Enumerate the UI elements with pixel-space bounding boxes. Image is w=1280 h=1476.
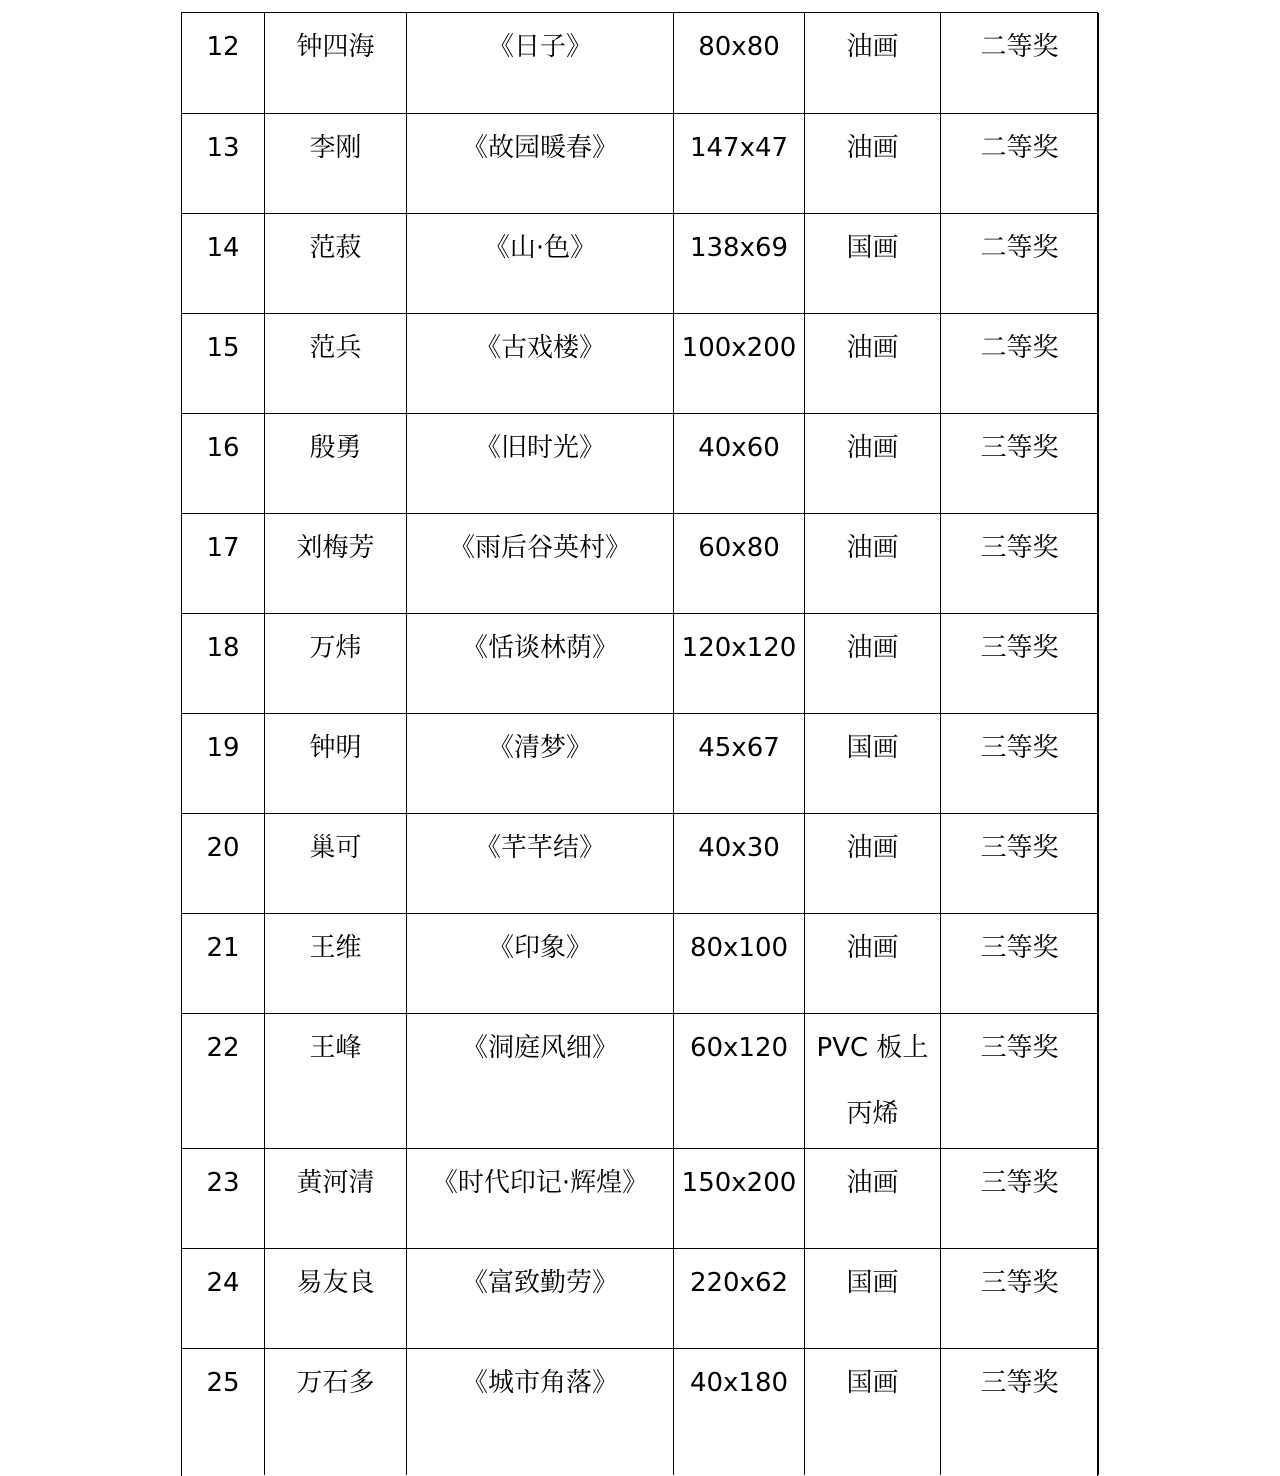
cell-size: 220x62 xyxy=(674,1248,805,1348)
cell-medium: 油画 xyxy=(805,13,941,113)
table-row xyxy=(182,813,1099,913)
table-row xyxy=(182,213,1099,313)
cell-medium: 油画 xyxy=(805,1148,941,1248)
cell-award: 三等奖 xyxy=(941,513,1099,613)
cell-artist: 黄河清 xyxy=(265,1148,407,1248)
cell-title: 《富致勤劳》 xyxy=(407,1248,674,1348)
awards-table-container xyxy=(181,12,1098,1476)
cell-number: 12 xyxy=(182,13,265,113)
cell-award: 三等奖 xyxy=(941,813,1099,913)
cell-size: 40x180 xyxy=(674,1348,805,1475)
cell-award: 三等奖 xyxy=(941,913,1099,1013)
cell-number: 24 xyxy=(182,1248,265,1348)
cell-number: 22 xyxy=(182,1013,265,1148)
cell-medium: 油画 xyxy=(805,513,941,613)
cell-award: 二等奖 xyxy=(941,213,1099,313)
table-row xyxy=(182,1248,1099,1348)
cell-number: 16 xyxy=(182,413,265,513)
cell-size: 120x120 xyxy=(674,613,805,713)
cell-award: 三等奖 xyxy=(941,413,1099,513)
cell-award: 二等奖 xyxy=(941,113,1099,213)
cell-size: 40x60 xyxy=(674,413,805,513)
cell-medium: 国画 xyxy=(805,1248,941,1348)
cell-medium-line: PVC 板上 xyxy=(816,1032,929,1063)
cell-size: 80x100 xyxy=(674,913,805,1013)
cell-size: 45x67 xyxy=(674,713,805,813)
cell-medium: 油画 xyxy=(805,413,941,513)
table-row xyxy=(182,1148,1099,1248)
cell-medium: 油画 xyxy=(805,913,941,1013)
cell-artist: 范菽 xyxy=(265,213,407,313)
cell-award: 三等奖 xyxy=(941,1348,1099,1475)
cell-artist: 范兵 xyxy=(265,313,407,413)
cell-medium: 国画 xyxy=(805,1348,941,1475)
cell-award: 三等奖 xyxy=(941,1248,1099,1348)
cell-title: 《日子》 xyxy=(407,13,674,113)
cell-title: 《芊芊结》 xyxy=(407,813,674,913)
cell-medium: 油画 xyxy=(805,813,941,913)
cell-title: 《洞庭风细》 xyxy=(407,1013,674,1148)
cell-artist: 钟四海 xyxy=(265,13,407,113)
cell-award: 三等奖 xyxy=(941,713,1099,813)
cell-title: 《印象》 xyxy=(407,913,674,1013)
cell-title: 《山·色》 xyxy=(407,213,674,313)
cell-medium: 油画 xyxy=(805,113,941,213)
cell-size: 60x120 xyxy=(674,1013,805,1148)
cell-size: 138x69 xyxy=(674,213,805,313)
table-row xyxy=(182,613,1099,713)
cell-number: 15 xyxy=(182,313,265,413)
cell-artist: 钟明 xyxy=(265,713,407,813)
cell-medium-line: 丙烯 xyxy=(846,1098,899,1129)
cell-size: 147x47 xyxy=(674,113,805,213)
cell-number: 21 xyxy=(182,913,265,1013)
cell-medium: 国画 xyxy=(805,213,941,313)
cell-artist: 万石多 xyxy=(265,1348,407,1475)
cell-number: 18 xyxy=(182,613,265,713)
table-row xyxy=(182,113,1099,213)
table-row xyxy=(182,1348,1099,1475)
cell-number: 17 xyxy=(182,513,265,613)
cell-artist: 万炜 xyxy=(265,613,407,713)
cell-medium: 国画 xyxy=(805,713,941,813)
awards-table xyxy=(181,13,1099,1475)
cell-award: 二等奖 xyxy=(941,13,1099,113)
cell-size: 40x30 xyxy=(674,813,805,913)
cell-award: 三等奖 xyxy=(941,613,1099,713)
table-row xyxy=(182,713,1099,813)
cell-number: 20 xyxy=(182,813,265,913)
cell-award: 二等奖 xyxy=(941,313,1099,413)
cell-size: 60x80 xyxy=(674,513,805,613)
table-row xyxy=(182,1013,1099,1148)
cell-medium: 油画 xyxy=(805,313,941,413)
cell-title: 《雨后谷英村》 xyxy=(407,513,674,613)
cell-number: 25 xyxy=(182,1348,265,1475)
cell-award: 三等奖 xyxy=(941,1148,1099,1248)
cell-title: 《旧时光》 xyxy=(407,413,674,513)
cell-number: 23 xyxy=(182,1148,265,1248)
table-row xyxy=(182,513,1099,613)
table-row xyxy=(182,413,1099,513)
cell-size: 80x80 xyxy=(674,13,805,113)
cell-artist: 易友良 xyxy=(265,1248,407,1348)
cell-artist: 巢可 xyxy=(265,813,407,913)
cell-artist: 李刚 xyxy=(265,113,407,213)
cell-award: 三等奖 xyxy=(941,1013,1099,1148)
cell-title: 《古戏楼》 xyxy=(407,313,674,413)
cell-artist: 殷勇 xyxy=(265,413,407,513)
cell-number: 13 xyxy=(182,113,265,213)
cell-title: 《清梦》 xyxy=(407,713,674,813)
cell-number: 19 xyxy=(182,713,265,813)
cell-medium: 油画 xyxy=(805,613,941,713)
cell-artist: 王维 xyxy=(265,913,407,1013)
cell-title: 《时代印记·辉煌》 xyxy=(407,1148,674,1248)
cell-number: 14 xyxy=(182,213,265,313)
cell-artist: 刘梅芳 xyxy=(265,513,407,613)
table-row xyxy=(182,913,1099,1013)
table-row xyxy=(182,313,1099,413)
cell-artist: 王峰 xyxy=(265,1013,407,1148)
cell-size: 100x200 xyxy=(674,313,805,413)
cell-title: 《城市角落》 xyxy=(407,1348,674,1475)
cell-title: 《故园暖春》 xyxy=(407,113,674,213)
cell-size: 150x200 xyxy=(674,1148,805,1248)
table-row xyxy=(182,13,1099,113)
cell-medium xyxy=(805,1013,941,1148)
cell-title: 《恬谈林荫》 xyxy=(407,613,674,713)
